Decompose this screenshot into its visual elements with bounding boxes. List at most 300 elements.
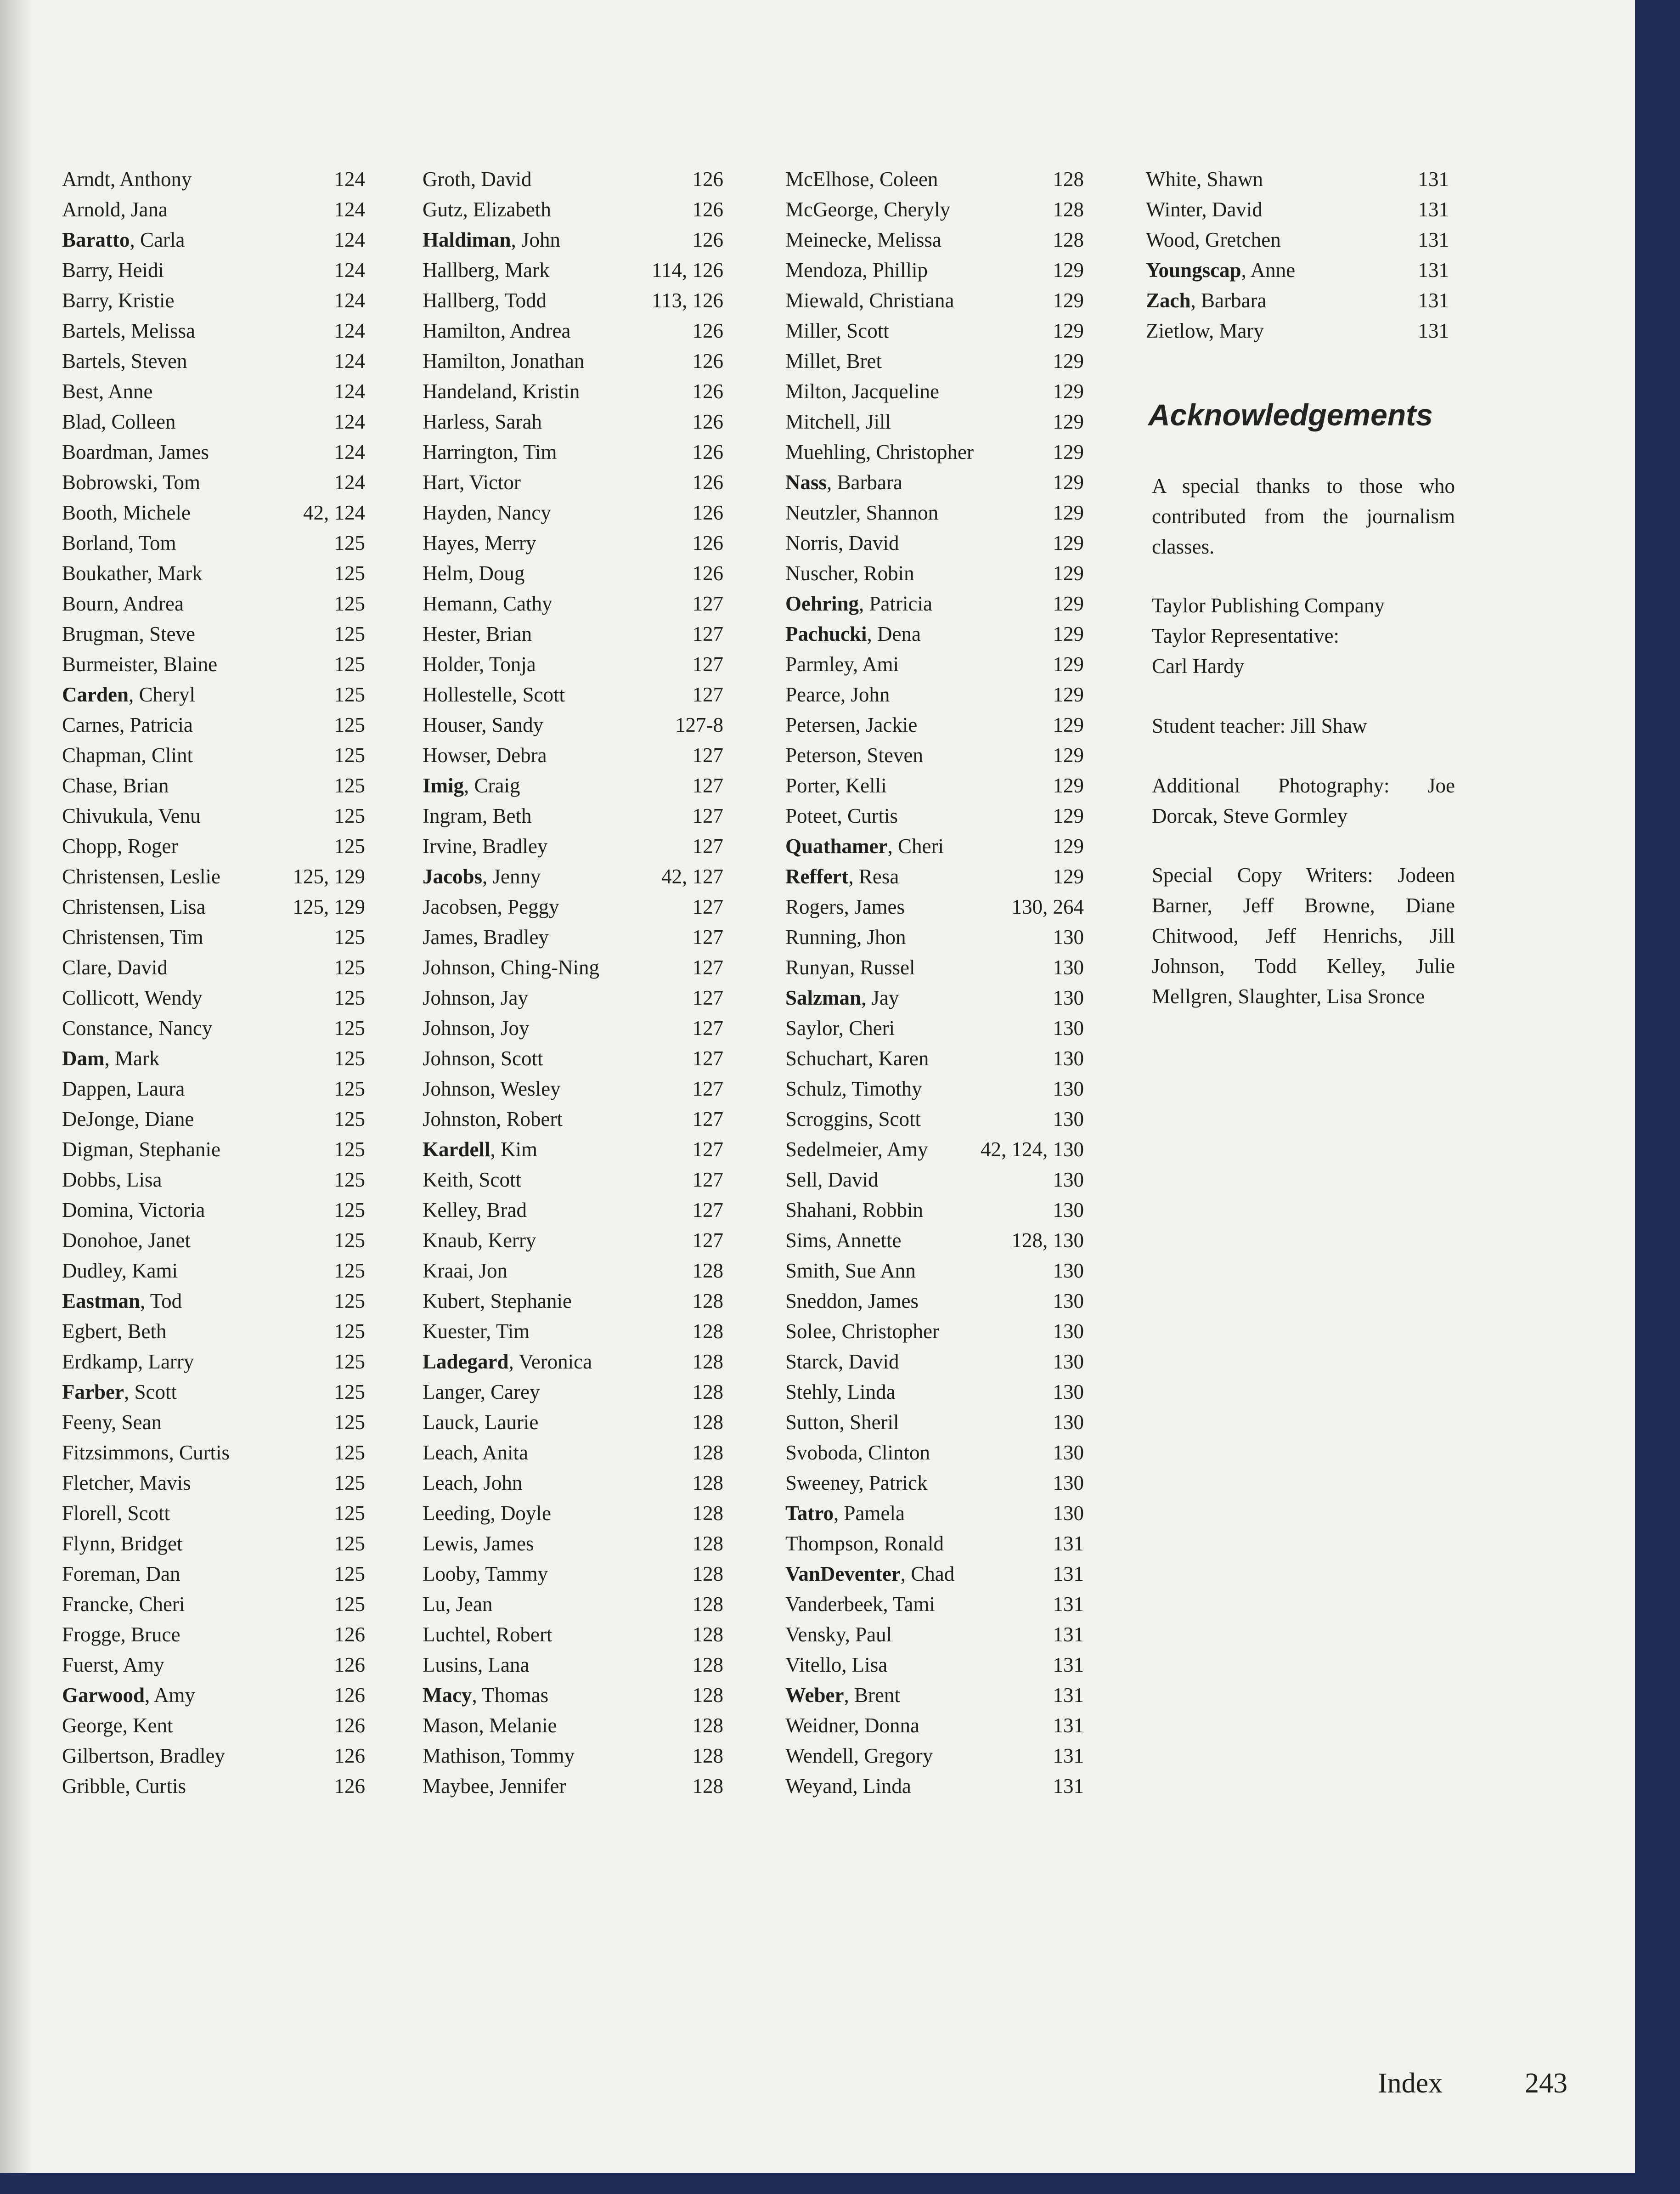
index-entry-pages: 125 — [334, 1350, 365, 1373]
index-entry-last-name: Lusins — [423, 1653, 478, 1676]
index-entry-pages: 130 — [1053, 1441, 1084, 1464]
index-entry-pages: 128 — [692, 1623, 723, 1646]
index-entry — [423, 407, 723, 437]
index-entry-name: Hester, Brian — [423, 622, 532, 645]
index-entry-pages: 131 — [1053, 1744, 1084, 1767]
index-entry-name: Florell, Scott — [62, 1502, 170, 1525]
index-entry-first-name: Sandy — [491, 713, 544, 736]
index-entry — [785, 1771, 1084, 1801]
index-entry-first-name: Sean — [121, 1411, 162, 1434]
index-entry-first-name: Mary — [1219, 319, 1264, 342]
index-entry-first-name: Gretchen — [1205, 228, 1281, 251]
index-entry-last-name: Digman — [62, 1138, 129, 1161]
index-column-1 — [62, 164, 365, 1801]
index-entry-pages: 126 — [334, 1775, 365, 1798]
index-entry-first-name: Steven — [867, 744, 923, 767]
index-entry-pages: 127 — [692, 1047, 723, 1070]
index-entry — [62, 316, 365, 346]
index-entry-name: Dobbs, Lisa — [62, 1168, 162, 1191]
index-entry-first-name: Curtis — [847, 804, 898, 827]
index-entry — [62, 407, 365, 437]
index-entry-last-name: Saylor — [785, 1017, 839, 1040]
index-entry-pages: 129 — [1053, 259, 1084, 282]
index-entry-first-name: Tammy — [485, 1562, 548, 1585]
index-entry-last-name: Blad — [62, 410, 101, 433]
index-entry-pages: 129 — [1053, 532, 1084, 554]
index-entry-pages: 130 — [1053, 1320, 1084, 1343]
index-entry-first-name: Sheril — [850, 1411, 899, 1434]
index-entry-first-name: Robert — [506, 1108, 563, 1131]
index-entry-last-name: Holder — [423, 653, 479, 676]
index-entry-last-name: Johnson — [423, 1047, 490, 1070]
index-entry — [423, 1498, 723, 1528]
index-entry-first-name: Cheri — [897, 835, 944, 858]
index-entry-last-name: Christensen — [62, 895, 160, 918]
index-entry-first-name: Russel — [860, 956, 915, 979]
index-entry-last-name: Winter — [1146, 198, 1202, 221]
index-entry-last-name: Kelley — [423, 1199, 477, 1221]
index-entry-name: Hemann, Cathy — [423, 592, 552, 615]
index-entry-last-name: Schulz — [785, 1077, 842, 1100]
index-entry-pages: 125 — [334, 986, 365, 1009]
index-entry-pages: 129 — [1053, 804, 1084, 827]
index-entry-name: Mathison, Tommy — [423, 1744, 575, 1767]
index-entry-first-name: Melissa — [877, 228, 941, 251]
index-entry — [62, 1407, 365, 1437]
index-entry-pages: 128 — [692, 1411, 723, 1434]
index-entry-pages: 127 — [692, 622, 723, 645]
index-entry-first-name: Clint — [151, 744, 193, 767]
index-entry-name: Vitello, Lisa — [785, 1653, 888, 1676]
index-entry-first-name: Robbin — [862, 1199, 924, 1221]
index-entry-first-name: Cheryl — [139, 683, 195, 706]
index-entry-pages: 126 — [334, 1653, 365, 1676]
index-entry-pages: 127 — [692, 1077, 723, 1100]
index-entry — [785, 952, 1084, 983]
index-entry-pages: 126 — [692, 319, 723, 342]
index-entry — [423, 831, 723, 861]
index-entry-pages: 126 — [334, 1623, 365, 1646]
index-entry — [62, 770, 365, 801]
index-entry-last-name: Miewald — [785, 289, 859, 312]
index-entry — [785, 1134, 1084, 1165]
index-entry-first-name: Jenny — [492, 865, 541, 888]
index-entry-pages: 127 — [692, 744, 723, 767]
index-entry-first-name: Mark — [114, 1047, 160, 1070]
index-entry-last-name: Borland — [62, 532, 129, 554]
index-entry-pages: 125, 129 — [293, 895, 365, 918]
index-entry-pages: 131 — [1053, 1684, 1084, 1707]
index-entry-name: Miller, Scott — [785, 319, 889, 342]
index-entry-name: Digman, Stephanie — [62, 1138, 220, 1161]
index-entry-name: Leeding, Doyle — [423, 1502, 551, 1525]
index-entry-pages: 126 — [692, 471, 723, 494]
index-entry-last-name: VanDeventer — [785, 1562, 901, 1585]
index-entry-pages: 127 — [692, 1229, 723, 1252]
index-entry — [1146, 285, 1449, 316]
index-entry-last-name: Hallberg — [423, 289, 495, 312]
index-entry — [62, 922, 365, 952]
index-entry-pages: 126 — [692, 501, 723, 524]
index-entry-name: Lauck, Laurie — [423, 1411, 539, 1434]
index-entry-name: Macy, Thomas — [423, 1684, 549, 1707]
index-entry-pages: 128 — [692, 1532, 723, 1555]
index-entry — [62, 1104, 365, 1134]
index-entry-name: VanDeventer, Chad — [785, 1562, 955, 1585]
index-entry-pages: 124 — [334, 259, 365, 282]
index-entry-last-name: Chopp — [62, 835, 118, 858]
index-entry-last-name: Poteet — [785, 804, 837, 827]
index-entry-last-name: Milton — [785, 380, 842, 403]
index-entry-pages: 129 — [1053, 471, 1084, 494]
index-entry-first-name: Brad — [486, 1199, 527, 1221]
index-entry — [785, 164, 1084, 194]
index-entry-pages: 125 — [334, 1168, 365, 1191]
index-entry-pages: 125 — [334, 1441, 365, 1464]
index-entry-pages: 125 — [334, 683, 365, 706]
index-entry — [785, 316, 1084, 346]
index-entry-name: Sedelmeier, Amy — [785, 1138, 928, 1161]
index-entry-pages: 126 — [334, 1684, 365, 1707]
index-entry-last-name: Meinecke — [785, 228, 867, 251]
index-entry-last-name: Helm — [423, 562, 468, 585]
index-entry-last-name: Chapman — [62, 744, 141, 767]
index-entry — [423, 619, 723, 649]
index-entry-name: Holder, Tonja — [423, 653, 536, 676]
index-entry — [785, 1498, 1084, 1528]
index-entry-name: Solee, Christopher — [785, 1320, 939, 1343]
index-entry-name: Jacobsen, Peggy — [423, 895, 559, 918]
index-entry-name: Hamilton, Jonathan — [423, 350, 585, 373]
index-entry-pages: 129 — [1053, 653, 1084, 676]
index-entry-first-name: Laurie — [484, 1411, 539, 1434]
index-entry — [785, 1680, 1084, 1710]
index-entry — [785, 1225, 1084, 1255]
index-entry-last-name: Hester — [423, 622, 476, 645]
index-entry-first-name: Christiana — [869, 289, 954, 312]
index-entry — [785, 1346, 1084, 1377]
index-entry-pages: 129 — [1053, 410, 1084, 433]
index-entry-name: Best, Anne — [62, 380, 153, 403]
index-entry-name: Bartels, Melissa — [62, 319, 195, 342]
index-entry-name: Frogge, Bruce — [62, 1623, 180, 1646]
index-entry-first-name: Coleen — [879, 168, 938, 191]
index-entry-last-name: Kardell — [423, 1138, 490, 1161]
index-entry — [423, 498, 723, 528]
index-entry — [423, 1437, 723, 1468]
index-entry-name: Johnson, Scott — [423, 1047, 543, 1070]
index-entry-pages: 130, 264 — [1011, 895, 1084, 918]
index-entry-name: Peterson, Steven — [785, 744, 923, 767]
index-entry — [62, 1316, 365, 1346]
index-entry — [423, 467, 723, 498]
index-entry-first-name: Beth — [492, 804, 532, 827]
index-entry-first-name: James — [854, 895, 905, 918]
index-entry-last-name: Erdkamp — [62, 1350, 138, 1373]
index-entry-first-name: Shawn — [1206, 168, 1263, 191]
index-entry-last-name: Weyand — [785, 1775, 853, 1798]
index-entry-first-name: Patricia — [130, 713, 193, 736]
index-entry-pages: 125 — [334, 622, 365, 645]
index-entry-last-name: Svoboda — [785, 1441, 858, 1464]
index-entry-name: Winter, David — [1146, 198, 1263, 221]
index-entry-first-name: Mark — [158, 562, 203, 585]
index-entry-last-name: Mendoza — [785, 259, 863, 282]
index-entry-pages: 129 — [1053, 774, 1084, 797]
index-entry-last-name: Gutz — [423, 198, 463, 221]
index-entry — [785, 1710, 1084, 1741]
index-entry-pages: 125 — [334, 835, 365, 858]
index-entry-pages: 125 — [334, 713, 365, 736]
index-entry-pages: 124 — [334, 410, 365, 433]
index-entry — [785, 1589, 1084, 1619]
index-entry-pages: 124 — [334, 441, 365, 464]
index-entry — [785, 467, 1084, 498]
index-entry — [785, 285, 1084, 316]
index-entry-name: Jacobs, Jenny — [423, 865, 541, 888]
index-entry-last-name: Maybee — [423, 1775, 489, 1798]
index-entry-first-name: Joy — [501, 1017, 530, 1040]
index-entry-pages: 128 — [692, 1380, 723, 1403]
index-entry — [423, 740, 723, 770]
index-entry-name: Youngscap, Anne — [1146, 259, 1296, 282]
index-entry — [1146, 255, 1449, 285]
index-entry-first-name: Victoria — [138, 1199, 205, 1221]
index-entry-name: Constance, Nancy — [62, 1017, 213, 1040]
index-entry-last-name: Ingram — [423, 804, 482, 827]
index-entry-pages: 128 — [692, 1562, 723, 1585]
index-entry — [785, 801, 1084, 831]
index-entry-pages: 127 — [692, 1168, 723, 1191]
index-entry-name: Donohoe, Janet — [62, 1229, 191, 1252]
index-entry-last-name: George — [62, 1714, 123, 1737]
index-entry-pages: 129 — [1053, 622, 1084, 645]
index-entry-name: Dappen, Laura — [62, 1077, 185, 1100]
index-entry-last-name: Constance — [62, 1017, 148, 1040]
index-entry-name: Hollestelle, Scott — [423, 683, 565, 706]
index-entry-first-name: Carla — [140, 228, 185, 251]
thanks-text: A special thanks to those who contributed from the journalism classes. — [1152, 475, 1455, 558]
index-entry-name: Domina, Victoria — [62, 1199, 205, 1221]
index-entry-last-name: Flynn — [62, 1532, 111, 1555]
index-entry — [62, 983, 365, 1013]
index-entry-last-name: Solee — [785, 1320, 831, 1343]
index-entry-first-name: Christopher — [876, 441, 974, 464]
index-entry-name: Lu, Jean — [423, 1593, 493, 1616]
index-entry-last-name: Vanderbeek — [785, 1593, 883, 1616]
index-entry-name: Stehly, Linda — [785, 1380, 896, 1403]
index-entry-pages: 128 — [692, 1775, 723, 1798]
index-entry-name: Wood, Gretchen — [1146, 228, 1281, 251]
index-entry-last-name: Sedelmeier — [785, 1138, 878, 1161]
acknowledgements-publisher — [1152, 590, 1455, 681]
index-entry-pages: 42, 124 — [303, 501, 365, 524]
publisher-line-1: Taylor Publishing Company — [1152, 594, 1385, 617]
index-entry-pages: 125 — [334, 1047, 365, 1070]
index-entry — [785, 983, 1084, 1013]
index-entry-name: Shahani, Robbin — [785, 1199, 924, 1221]
index-entry-pages: 128 — [692, 1714, 723, 1737]
index-entry-name: Borland, Tom — [62, 532, 176, 554]
index-entry-pages: 125 — [334, 1259, 365, 1282]
index-entry-name: Neutzler, Shannon — [785, 501, 939, 524]
index-entry-first-name: Anthony — [119, 168, 192, 191]
index-entry-first-name: Lisa — [169, 895, 206, 918]
index-entry-pages: 130 — [1053, 1047, 1084, 1070]
index-entry-name: Dudley, Kami — [62, 1259, 178, 1282]
index-entry — [1146, 194, 1449, 225]
index-entry-name: Handeland, Kristin — [423, 380, 580, 403]
index-entry-pages: 124 — [334, 168, 365, 191]
index-entry-first-name: Tod — [150, 1289, 182, 1312]
index-entry-name: Weber, Brent — [785, 1684, 900, 1707]
index-entry-last-name: White — [1146, 168, 1196, 191]
index-entry-name: Dam, Mark — [62, 1047, 160, 1070]
index-entry-name: Runyan, Russel — [785, 956, 915, 979]
acknowledgements-title: Acknowledgements — [1148, 398, 1433, 432]
index-entry-first-name: Elizabeth — [473, 198, 551, 221]
index-entry — [785, 861, 1084, 892]
footer-section-label: Index — [1378, 2068, 1443, 2099]
index-entry — [785, 194, 1084, 225]
index-entry-name: Flynn, Bridget — [62, 1532, 183, 1555]
binding-shadow — [0, 0, 32, 2173]
index-entry-first-name: Tami — [893, 1593, 935, 1616]
index-entry-first-name: Lana — [488, 1653, 530, 1676]
index-entry — [785, 376, 1084, 407]
index-entry-name: Weyand, Linda — [785, 1775, 911, 1798]
index-entry-first-name: Mavis — [139, 1471, 191, 1494]
index-entry-name: White, Shawn — [1146, 168, 1263, 191]
index-entry — [62, 1710, 365, 1741]
index-entry-pages: 126 — [692, 441, 723, 464]
index-entry-last-name: Carden — [62, 683, 129, 706]
index-entry-pages: 128 — [1053, 228, 1084, 251]
index-entry-name: Kraai, Jon — [423, 1259, 507, 1282]
index-entry-name: Miewald, Christiana — [785, 289, 954, 312]
index-entry-pages: 124 — [334, 471, 365, 494]
index-entry-last-name: Feeny — [62, 1411, 112, 1434]
index-entry-last-name: Hemann — [423, 592, 493, 615]
index-entry-pages: 125 — [334, 1199, 365, 1221]
index-entry-pages: 125 — [334, 1502, 365, 1525]
index-entry-first-name: James — [868, 1289, 919, 1312]
index-entry-first-name: Diane — [144, 1108, 194, 1131]
index-entry-name: Running, Jhon — [785, 926, 906, 949]
index-entry — [785, 1165, 1084, 1195]
index-entry — [62, 1377, 365, 1407]
index-entry — [62, 285, 365, 316]
index-entry-pages: 130 — [1053, 956, 1084, 979]
index-entry — [423, 649, 723, 679]
index-entry-name: Svoboda, Clinton — [785, 1441, 930, 1464]
index-entry-last-name: Johnson — [423, 1077, 490, 1100]
index-entry — [785, 346, 1084, 376]
index-entry-pages: 127 — [692, 956, 723, 979]
index-entry-name: Kelley, Brad — [423, 1199, 527, 1221]
index-entry — [785, 1104, 1084, 1134]
index-entry — [785, 1377, 1084, 1407]
index-entry-last-name: Lauck — [423, 1411, 474, 1434]
index-entry-last-name: Hayden — [423, 501, 487, 524]
index-entry — [62, 1165, 365, 1195]
index-entry-pages: 131 — [1053, 1714, 1084, 1737]
index-entry-last-name: Dam — [62, 1047, 105, 1070]
index-entry-last-name: Haldiman — [423, 228, 511, 251]
index-entry-name: Lewis, James — [423, 1532, 534, 1555]
index-entry-last-name: Zietlow — [1146, 319, 1209, 342]
index-entry — [785, 528, 1084, 558]
index-entry-last-name: Eastman — [62, 1289, 141, 1312]
index-entry — [62, 1528, 365, 1559]
index-entry — [785, 1468, 1084, 1498]
index-entry-first-name: Tom — [163, 471, 201, 494]
index-entry-first-name: Doug — [479, 562, 525, 585]
index-entry-last-name: Mitchell — [785, 410, 856, 433]
index-entry-pages: 127 — [692, 835, 723, 858]
index-entry — [62, 1255, 365, 1286]
index-entry-first-name: Jon — [479, 1259, 507, 1282]
index-entry-first-name: James — [483, 1532, 534, 1555]
index-entry-pages: 129 — [1053, 592, 1084, 615]
index-entry-pages: 131 — [1418, 259, 1449, 282]
index-entry-last-name: Running — [785, 926, 857, 949]
index-entry-first-name: Clinton — [868, 1441, 930, 1464]
index-entry-first-name: Anne — [1250, 259, 1296, 282]
index-entry-first-name: David — [828, 1168, 879, 1191]
index-entry-first-name: Bradley — [482, 835, 548, 858]
index-entry-name: Nass, Barbara — [785, 471, 902, 494]
index-entry-pages: 130 — [1053, 1108, 1084, 1131]
index-entry-last-name: Jacobs — [423, 865, 483, 888]
index-entry-name: Christensen, Leslie — [62, 865, 220, 888]
index-entry — [423, 225, 723, 255]
index-entry-first-name: Bruce — [131, 1623, 180, 1646]
index-entry-pages: 131 — [1053, 1532, 1084, 1555]
index-entry-name: Schulz, Timothy — [785, 1077, 922, 1100]
index-entry-first-name: Steven — [130, 350, 187, 373]
index-entry-last-name: Vitello — [785, 1653, 842, 1676]
index-entry-last-name: Johnson — [423, 956, 490, 979]
index-entry-last-name: Weber — [785, 1684, 844, 1707]
index-entry-pages: 125 — [334, 653, 365, 676]
index-entry-first-name: Ching-Ning — [501, 956, 600, 979]
index-entry-last-name: Leach — [423, 1471, 473, 1494]
index-entry-last-name: Houser — [423, 713, 482, 736]
copy-writers-text: Special Copy Writers: Jodeen Barner, Jeff Browne, Diane Chitwood, Jeff Henrichs, Jill Johnson, Todd Kelley, Julie Mellgren, Slaughter, Lisa Sronce — [1152, 864, 1455, 1008]
index-entry-name: Garwood, Amy — [62, 1684, 196, 1707]
index-entry-last-name: Macy — [423, 1684, 472, 1707]
index-entry-pages: 130 — [1053, 1259, 1084, 1282]
index-entry-name: Sims, Annette — [785, 1229, 902, 1252]
index-entry-pages: 128 — [692, 1502, 723, 1525]
index-entry — [62, 1619, 365, 1650]
index-entry-first-name: Scott — [479, 1168, 521, 1191]
index-entry-first-name: Amy — [123, 1653, 164, 1676]
index-entry-pages: 128, 130 — [1011, 1229, 1084, 1252]
index-entry — [62, 588, 365, 619]
acknowledgements-copy-writers — [1152, 860, 1455, 1012]
index-entry — [62, 619, 365, 649]
index-entry-pages: 124 — [334, 380, 365, 403]
index-entry-name: Barry, Kristie — [62, 289, 175, 312]
index-entry-name: Milton, Jacqueline — [785, 380, 939, 403]
index-column-2 — [423, 164, 723, 1801]
index-entry-first-name: John — [521, 228, 561, 251]
index-entry — [62, 1559, 365, 1589]
index-entry-last-name: Weidner — [785, 1714, 854, 1737]
index-entry — [1146, 164, 1449, 194]
